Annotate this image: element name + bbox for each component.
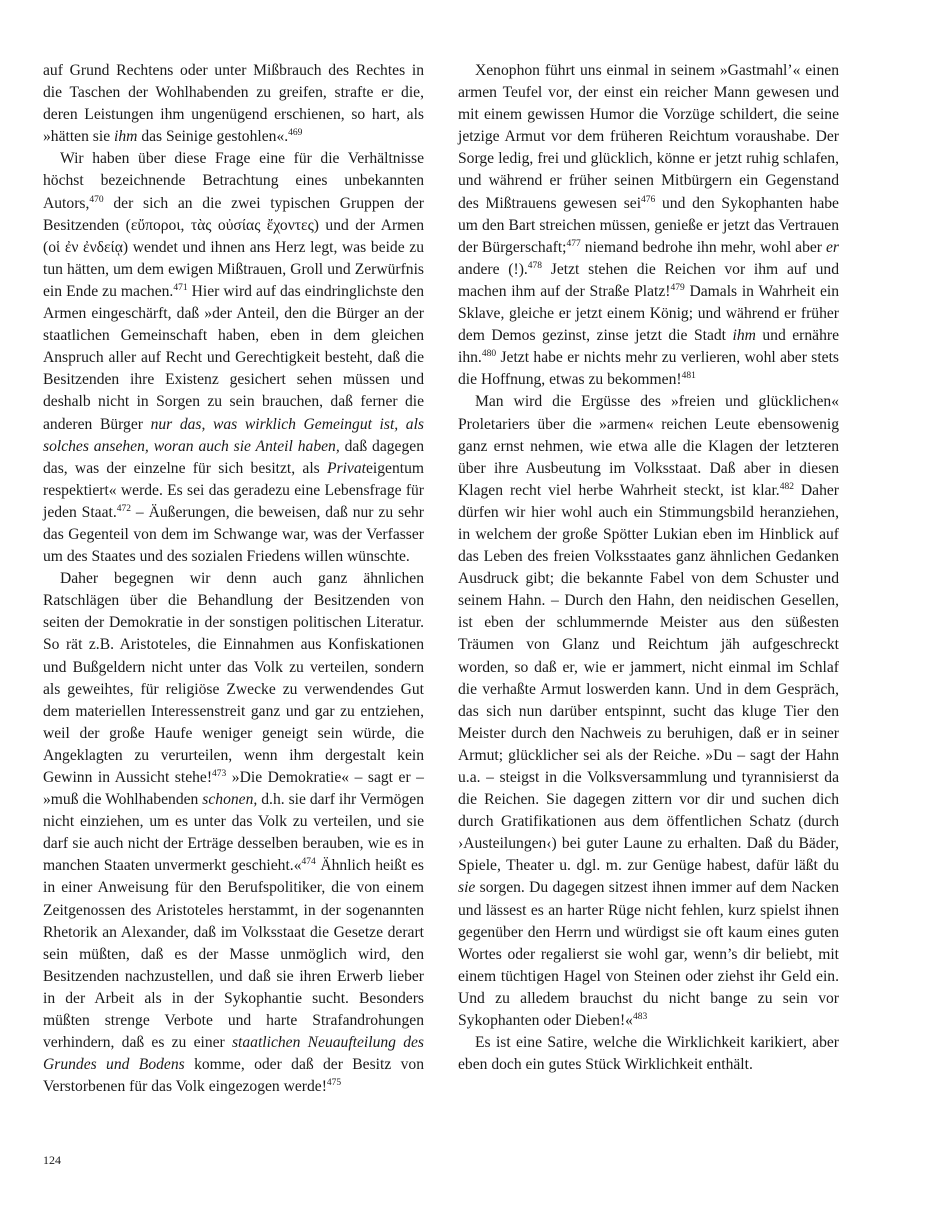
text-run: – Äußerungen, die beweisen, daß nur zu sehr das Gegenteil von dem im Schwange war, was der Verfasser um des Staates und des sozialen Friedens willen wünschte. [43,503,424,566]
emphasis-text: Privat [326,459,366,477]
footnote-marker: 469 [288,128,303,139]
text-run: und ernähre ihn. [458,327,839,367]
text-run: auf Grund Rechtens oder unter Mißbrauch des Rechtes in die Taschen der Wohlhabenden zu greifen, strafte er die, deren Leistungen ihm ungenügend erschienen, so hart, als »hätten sie [43,62,424,146]
footnote-marker: 480 [481,349,497,360]
text-run: und den Sykophanten habe um den Bart streichen müssen, genieße er jetzt das Vertrauen der Bürgerschaft; [458,194,839,256]
footnote-marker: 476 [641,194,656,205]
footnote-marker: 479 [670,282,685,293]
text-run: Hier wird auf das eindringlichste den Armen eingeschärft, daß »der Anteil, den die Bürger an der staatlichen Gemeinschaft haben, eben in dem gleichen Anspruch aller auf Recht und Gerechtigkeit besteht, daß die Besitzenden ihre Existenz gesichert sehen müssen und deshalb nicht in Sorgen zu sein brauchen, daß ferner die anderen Bürger [43,282,424,433]
text-run: andere (!). [458,260,528,278]
footnote-marker: 472 [116,503,132,514]
text-run: komme, oder daß der Besitz von Verstorbenen für das Volk eingezogen werde! [43,1056,424,1096]
emphasis-text: ihm [114,128,138,146]
footnote-marker: 470 [89,194,104,205]
text-run: Daher begegnen wir denn auch ganz ähnlichen Ratschlägen über die Behandlung der Besitzenden von seiten der Demokratie in der sonstigen politischen Literatur. So rät z.B. Aristoteles, die Einnahmen aus Konfiskationen und Bußgeldern nicht unter das Volk zu verteilen, sondern als geweihtes, für religiöse Zwecke zu verwendendes Gut dem materiellen Interessenstreit ganz und gar zu entziehen, weil der große Haufe weniger geneigt sein würde, die Angeklagten zu verurteilen, wenn ihm dergestalt kein Gewinn in Aussicht stehe! [43,570,424,786]
text-run: der sich an die zwei typischen Gruppen der Besitzenden (εὔποροι, τὰς οὐσίας ἔχοντες) und der Armen (οἱ ἐν ἐνδείᾳ) wendet und ihnen ans Herz legt, was beide zu tun hätten, um dem ewigen Mißtrauen, Groll und Zerwürfnis ein Ende zu machen. [43,194,424,300]
emphasis-text: sie [458,879,476,897]
footnote-marker: 482 [779,481,794,492]
emphasis-text: ihm [732,327,756,345]
footnote-marker: 483 [632,1012,648,1023]
text-run: d.h. sie darf ihr Vermögen nicht einziehen, um es unter das Volk zu verteilen, und sie darf sie auch nicht der Erträge desselben berauben, wie es in manchen Staaten unvermerkt geschieht.« [43,791,424,875]
text-run: Ähnlich heißt es in einer Anweisung für den Berufspolitiker, die von einem Zeitgenossen des Aristoteles herstammt, in der sogenannten Rhetorik an Alexander, daß im Volksstaat die Gesetze derart sein müßten, daß es der Masse unmöglich wird, den Besitzenden nachzustellen, und daß sie ihren Erwerb lieber in der Arbeit als in der Sykophantie sucht. Besonders müßten strenge Verbote und harte Strafandrohungen verhindern, daß es zu einer [43,857,425,1052]
text-run: niemand bedrohe ihn mehr, wohl aber [580,238,826,256]
text-run: eigentum respektiert« werde. Es sei das geradezu eine Lebensfrage für jeden Staat. [43,459,424,521]
paragraph [43,60,424,148]
text-run: Jetzt habe er nichts mehr zu verlieren, wohl aber stets die Hoffnung, etwas zu bekommen! [458,349,839,389]
page-number: 124 [43,1153,61,1167]
emphasis-text: schonen, [202,791,258,809]
text-run: »Die Demokratie« – sagt er – »muß die Wohlhabenden [43,769,424,809]
text-run: Wir haben über diese Frage eine für die Verhältnisse höchst bezeichnende Betrachtung eines unbekannten Autors, [43,150,424,212]
text-run: sorgen. Du dagegen sitzest ihnen immer auf dem Nacken und lässest es an harter Rüge nicht fehlen, kurz spielst ihnen gegenüber den Herrn und würdigst sie oft kaum eines guten Wortes oder regalierst sie wohl gar, wenn’s dir beliebt, mit einem tüchtigen Hagel von Steinen oder ziehst ihr Geld ein. Und zu alledem brauchst du nicht bange zu sein vor Sykophanten oder Dieben!« [458,879,839,1030]
text-run: Jetzt stehen die Reichen vor ihm auf und machen ihm auf der Straße Platz! [458,260,839,300]
footnote-marker: 477 [566,238,581,249]
footnote-marker: 473 [212,769,227,779]
left-text-column [43,60,424,1098]
text-run: Daher dürfen wir hier wohl auch ein Stimmungsbild heranziehen, in welchem der große Spötter Lukian eben im Hinblick auf das Leben des freien Volksstaates ganz ähnlichen Gedanken Ausdruck gibt; die bekannte Fabel von dem Schuster und seinem Hahn. – Durch den Hahn, den neidischen Gesellen, ist eben der schlummernde Meister aus den süßesten Träumen von Glanz und Reichtum jäh aufgeschreckt worden, so daß er, wie er jammert, nicht einmal im Schlaf die verhaßte Armut loswerden kann. Und in dem Gespräch, das sich nun darüber entspinnt, sucht das kluge Tier den Meister durch den Nachweis zu beruhigen, daß er in seiner Armut; glücklicher sei als der Reiche. »Du – sagt der Hahn u.a. – steigst in die Volksversammlung und tyrannisierst da die Reichen. Sie dagegen zittern vor dir und suchen dich durch Gratifikationen aus dem öffentlichen Schatz (durch ›Austeilungen‹) bei guter Laune zu erhalten. Daß du Bäder, Spiele, Theater u. dgl. m. zur Genüge habest, dafür läßt du [458,481,839,875]
text-run: Damals in Wahrheit ein Sklave, gleiche er jetzt einem König; und während er früher dem Demos gezinst, zinse jetzt die Stadt [458,282,839,345]
right-text-column [458,60,839,1076]
emphasis-text: er [826,238,839,256]
text-run: Xenophon führt uns einmal in seinem »Gastmahl’« einen armen Teufel vor, der einst ein reicher Mann gewesen und mit einem gewissen Humor die Vorzüge schildert, die seine jetzige Armut vor dem früheren Reichtum voraushabe. Der Sorge ledig, frei und glücklich, könne er jetzt ruhig schlafen, und während er früher seinen Mitbürgern ein Gegenstand des Mißtrauens gewesen sei [458,62,839,212]
emphasis-text: nur das, was wirklich Gemeingut ist, als solches ansehen, woran auch sie Anteil haben, [43,415,424,455]
text-run: Es ist eine Satire, welche die Wirklichkeit karikiert, aber eben doch ein gutes Stück Wirklichkeit enthält. [458,1034,839,1074]
footnote-marker: 474 [301,857,316,868]
emphasis-text: staatlichen Neuaufteilung des Grundes und Bodens [43,1034,424,1074]
text-run: Man wird die Ergüsse des »freien und glücklichen« Proletariers über die »armen« reichen Leute ebensowenig ganz ernst nehmen, wie etwa alle die Klagen der letzteren über ihre Ausbeutung im Volksstaat. Daß aber in diesen Klagen recht viel herbe Wahrheit steckt, ist klar. [458,393,839,499]
paragraph [458,60,839,391]
footnote-marker: 478 [527,260,543,271]
footnote-marker: 481 [681,371,696,382]
paragraph [458,1032,839,1076]
paragraph [43,148,424,568]
text-run: daß dagegen das, was der einzelne für sich besitzt, als [43,437,424,477]
footnote-marker: 475 [326,1078,342,1089]
text-run: das Seinige gestohlen«. [137,128,289,146]
footnote-marker: 471 [173,282,188,293]
paragraph [43,568,424,1098]
paragraph [458,391,839,1032]
